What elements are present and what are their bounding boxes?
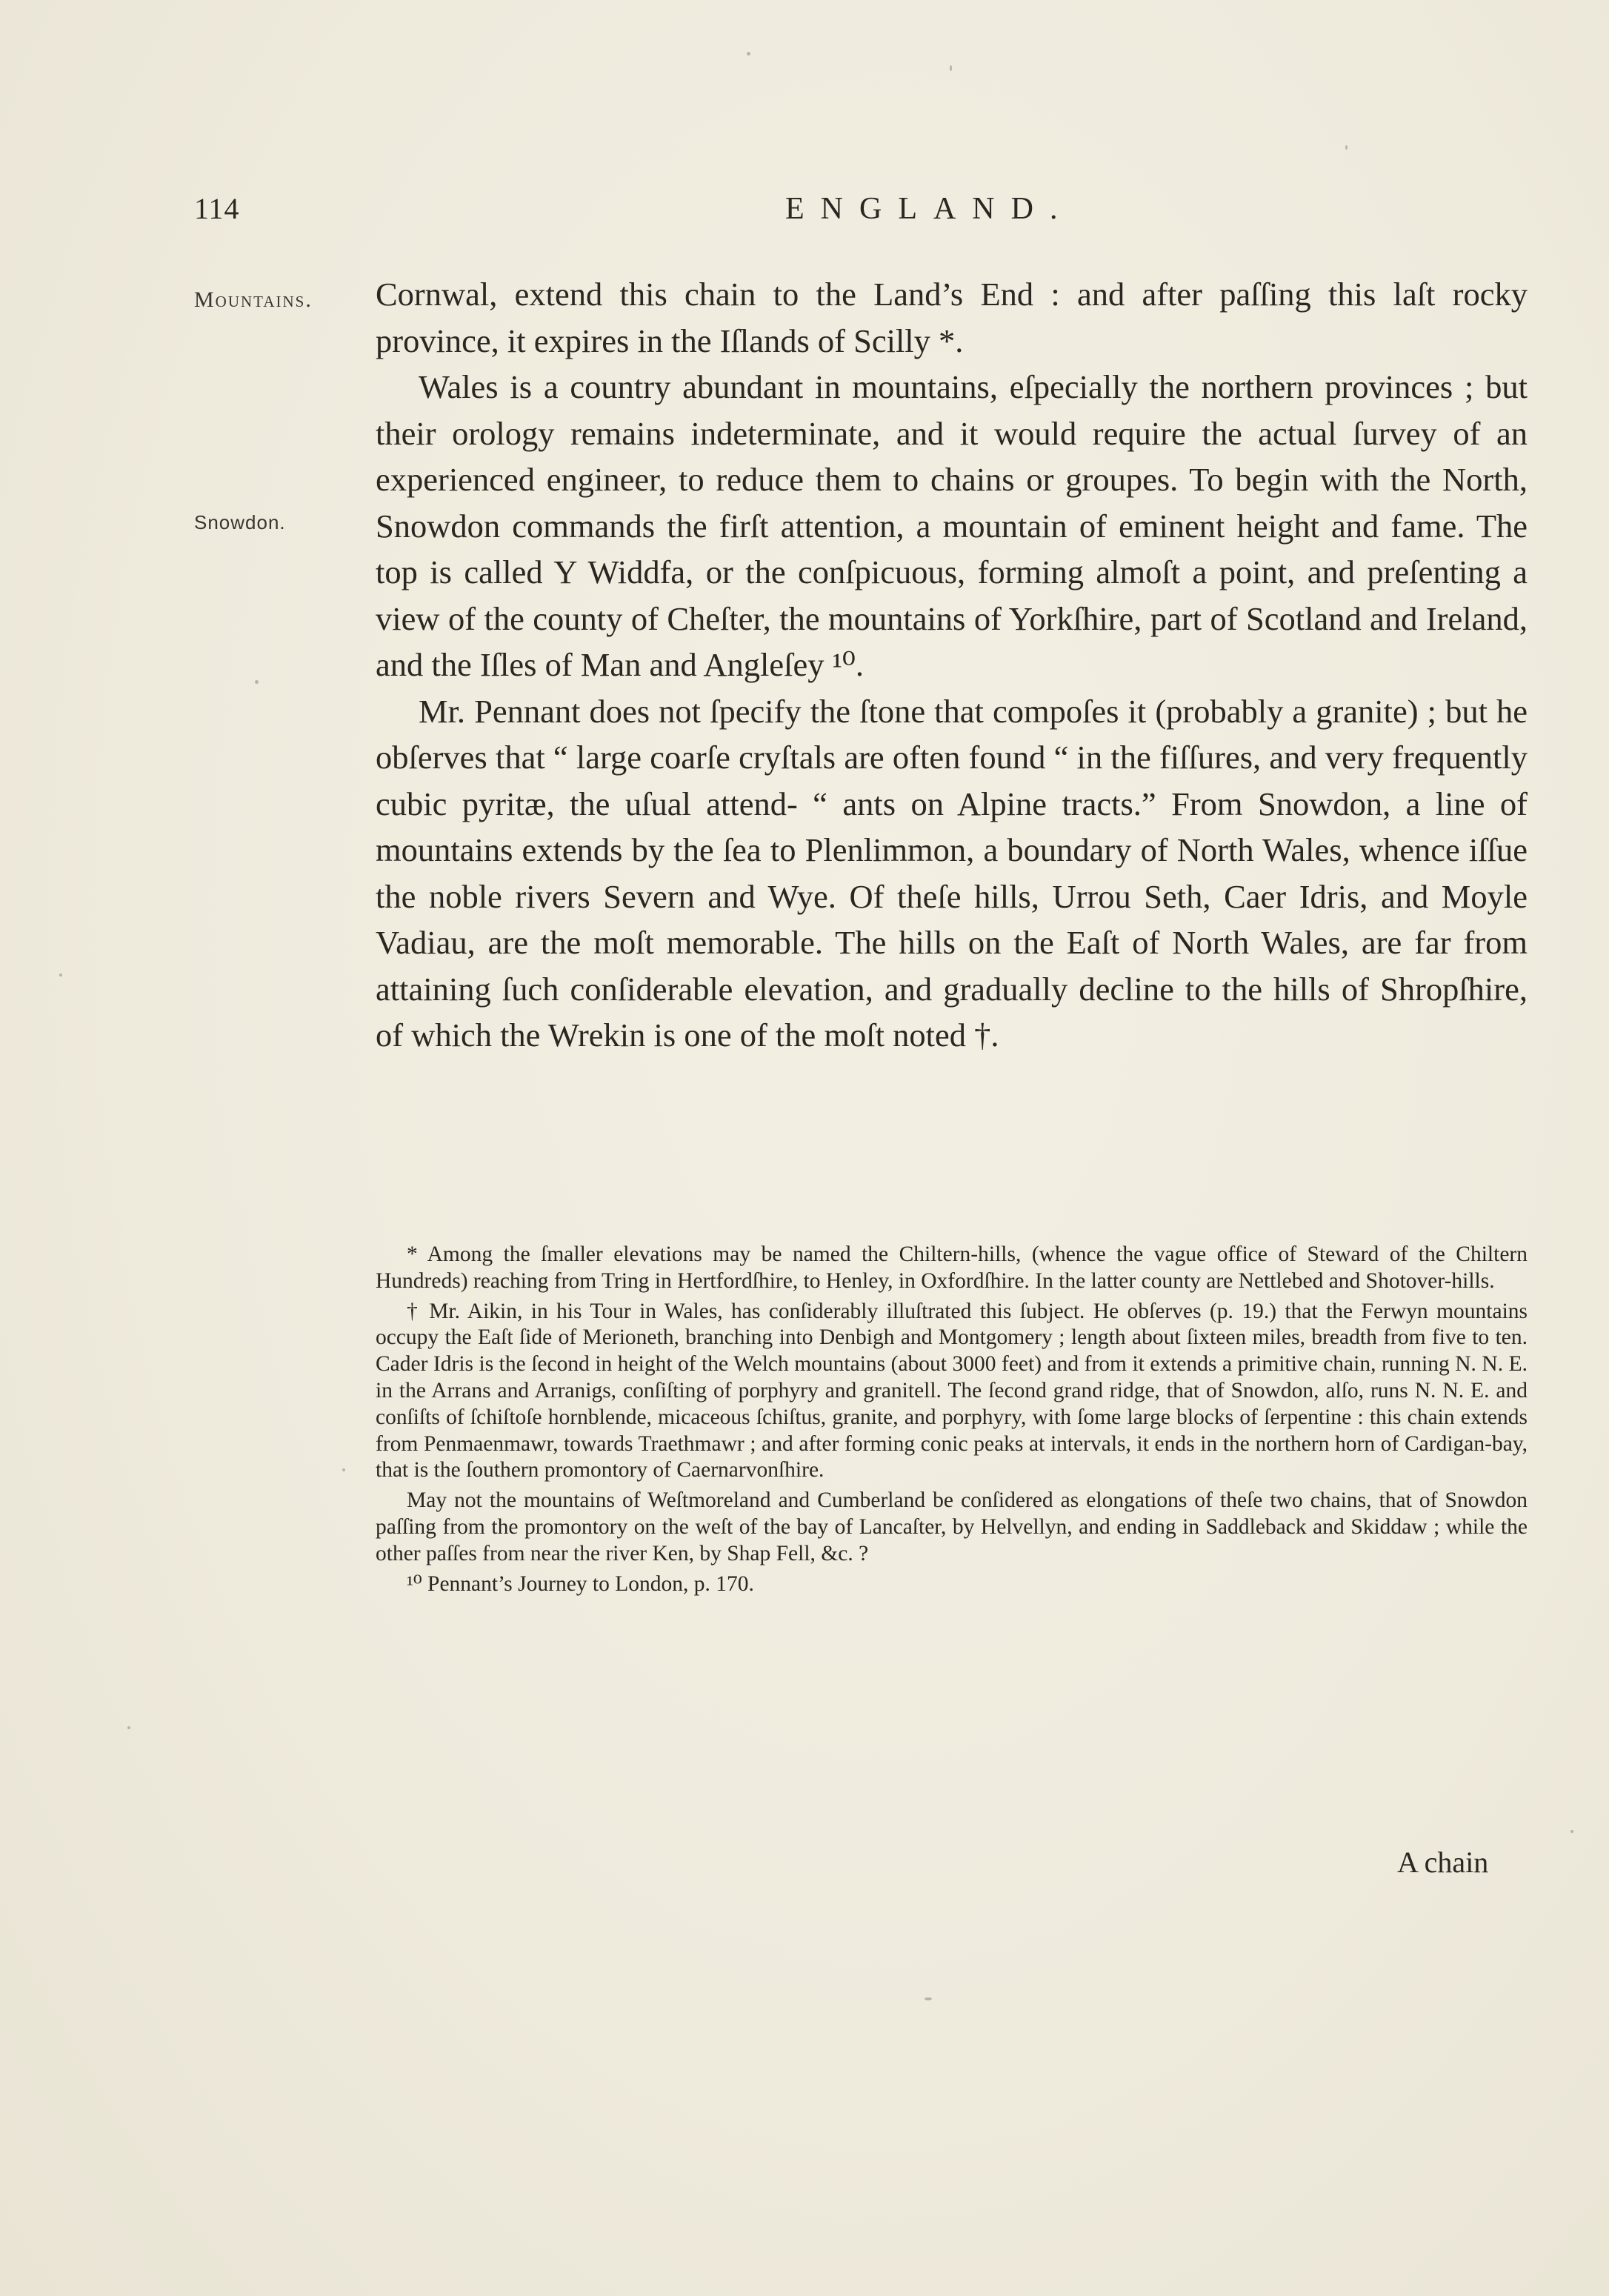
running-head: ENGLAND. [785,192,1074,226]
footnote-10: ¹⁰ Pennant’s Journey to London, p. 170. [407,1571,754,1596]
paragraph-3: Mr. Pennant does not ſpecify the ſtone that compoſes it (probably a granite) ; but he obſerves that “ large coarſe cryſtals are often found “ in the fiſſures, and very frequently cubic pyritæ, the uſual attend- “ ants on Alpine tracts.” From Snowdon, a line of mountains extends by the ſea to Plenlimmon, a boundary of North Wales, whence iſſue the noble rivers Severn and Wye. Of theſe hills, Urrou Seth, Caer Idris, and Moyle Vadiau, are the moſt memorable. The hills on the Eaſt of North Wales, are far from attaining ſuch conſiderable elevation, and gradually decline to the hills of Shropſhire, of which the Wrekin is one of the moſt noted †. [376,692,1528,1054]
margin-note-mountains: Mountains. [194,287,313,312]
paragraph-1: Cornwal, extend this chain to the Land’s End : and after paſſing this laſt rocky province, it expires in the Iſlands of Scilly *. [376,276,1528,359]
paper-speck [950,65,952,71]
footnote-dagger: † Mr. Aikin, in his Tour in Wales, has conſiderably illuſtrated this ſubject. He obſerves (p. 19.) that the Ferwyn mountains occupy the Eaſt ſide of Merioneth, branching into Denbigh and Montgomery ; length about ſixteen miles, breadth from five to ten. Cader Idris is the ſecond in height of the Welch mountains (about 3000 feet) and from it extends a primitive chain, running N. N. E. in the Arrans and Arranigs, conſiſting of porphyry and granitell. The ſecond grand ridge, that of Snowdon, alſo, runs N. N. E. and conſiſts of ſchiſtoſe hornblende, micaceous ſchiſtus, granite, and porphyry, with ſome large blocks of ſerpentine : this chain extends from Penmaenmawr, towards Traethmawr ; and after forming conic peaks at intervals, it ends in the northern horn of Cardigan-bay, that is the ſouthern promontory of Caernarvonſhire. [376,1299,1528,1483]
catchword: A chain [1397,1846,1489,1879]
page-number: 114 [194,192,240,225]
main-text [376,271,1528,1059]
paper-speck [747,52,750,56]
paper-speck [59,974,62,976]
footnotes [376,1242,1528,1601]
paper-speck [1570,1830,1573,1833]
footnote-asterisk: * Among the ſmaller elevations may be named the Chiltern-hills, (whence the vague office of Steward of the Chiltern Hundreds) reaching from Tring in Hertfordſhire, to Henley, in Oxfordſhire. In the latter county are Nettlebed and Shotover-hills. [376,1242,1528,1293]
margin-note-snowdon: Snowdon. [194,511,286,533]
paper-speck [255,680,259,684]
paper-speck [127,1726,130,1729]
paper-speck [1345,145,1348,150]
paragraph-2: Wales is a country abundant in mountains, eſpecially the northern provinces ; but their orology remains indeterminate, and it would require the actual ſurvey of an experienced engineer, to reduce them to chains or groupes. To begin with the North, Snowdon commands the firſt attention, a mountain of eminent height and fame. The top is called Y Widdfa, or the conſpicuous, forming almoſt a point, and preſenting a view of the county of Cheſter, the mountains of Yorkſhire, part of Scotland and Ireland, and the Iſles of Man and Angleſey ¹⁰. [376,368,1528,683]
paper-speck [925,1997,932,2000]
paper-speck [342,1468,345,1471]
footnote-continuation: May not the mountains of Weſtmoreland and Cumberland be conſidered as elongations of theſe two chains, that of Snowdon paſſing from the promontory on the weſt of the bay of Lancaſter, by Helvellyn, and ending in Saddleback and Skiddaw ; while the other paſſes from near the river Ken, by Shap Fell, &c. ? [376,1488,1528,1565]
